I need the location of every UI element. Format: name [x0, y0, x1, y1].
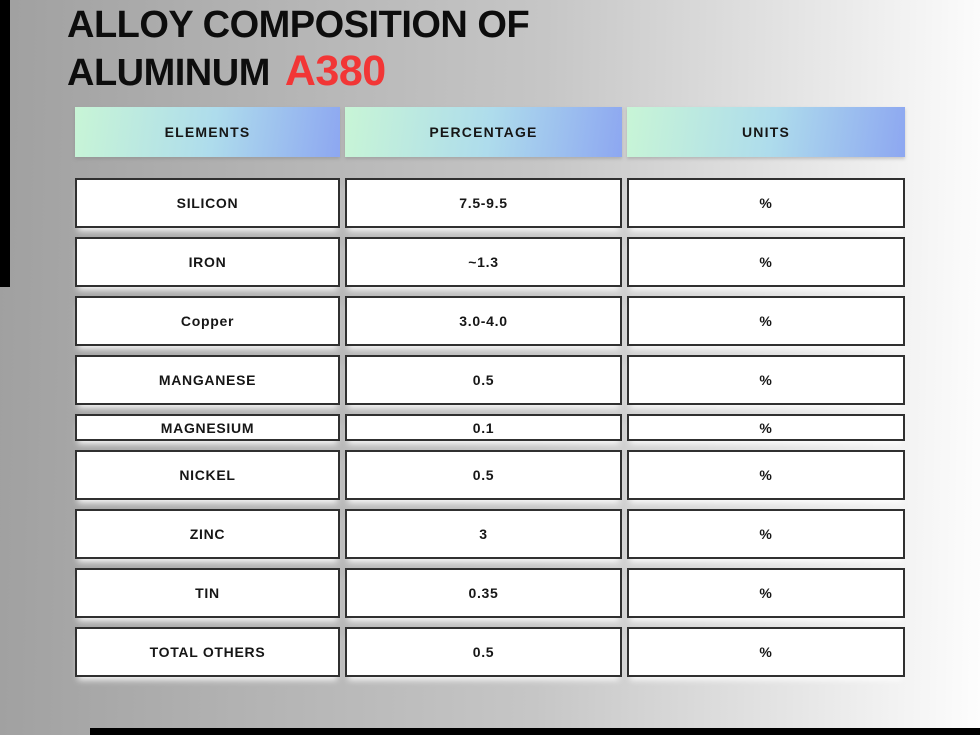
table-row-magnesium [75, 414, 905, 441]
table-row-silicon [75, 178, 905, 228]
cell-element: Copper [75, 296, 340, 346]
cell-units: % [627, 509, 905, 559]
cell-percentage: 7.5-9.5 [345, 178, 622, 228]
cell-element: MANGANESE [75, 355, 340, 405]
cell-units: % [627, 414, 905, 441]
table-row-zinc [75, 509, 905, 559]
cell-percentage: 0.5 [345, 627, 622, 677]
cell-units: % [627, 355, 905, 405]
cell-units: % [627, 178, 905, 228]
cell-element: TIN [75, 568, 340, 618]
header-percentage: PERCENTAGE [345, 107, 622, 157]
table-row-tin [75, 568, 905, 618]
left-edge-bar [0, 0, 10, 287]
composition-table [75, 107, 905, 686]
cell-element: ZINC [75, 509, 340, 559]
cell-percentage: 0.5 [345, 450, 622, 500]
bottom-edge-bar [90, 728, 980, 735]
table-row-total-others [75, 627, 905, 677]
table-row-iron [75, 237, 905, 287]
cell-percentage: 3 [345, 509, 622, 559]
header-units: UNITS [627, 107, 905, 157]
cell-units: % [627, 296, 905, 346]
cell-percentage: ~1.3 [345, 237, 622, 287]
cell-percentage: 3.0-4.0 [345, 296, 622, 346]
table-row-copper [75, 296, 905, 346]
cell-element: IRON [75, 237, 340, 287]
page-title [67, 2, 529, 96]
cell-element: MAGNESIUM [75, 414, 340, 441]
table-row-nickel [75, 450, 905, 500]
title-line2: ALUMINUM [67, 52, 270, 94]
table-header-row [75, 107, 905, 157]
cell-percentage: 0.35 [345, 568, 622, 618]
cell-units: % [627, 627, 905, 677]
cell-units: % [627, 450, 905, 500]
cell-element: NICKEL [75, 450, 340, 500]
cell-percentage: 0.1 [345, 414, 622, 441]
alloy-code: A380 [284, 47, 386, 95]
cell-element: SILICON [75, 178, 340, 228]
cell-units: % [627, 568, 905, 618]
cell-units: % [627, 237, 905, 287]
table-row-manganese [75, 355, 905, 405]
header-elements: ELEMENTS [75, 107, 340, 157]
cell-percentage: 0.5 [345, 355, 622, 405]
cell-element: TOTAL OTHERS [75, 627, 340, 677]
title-line1: ALLOY COMPOSITION OF [67, 4, 530, 46]
